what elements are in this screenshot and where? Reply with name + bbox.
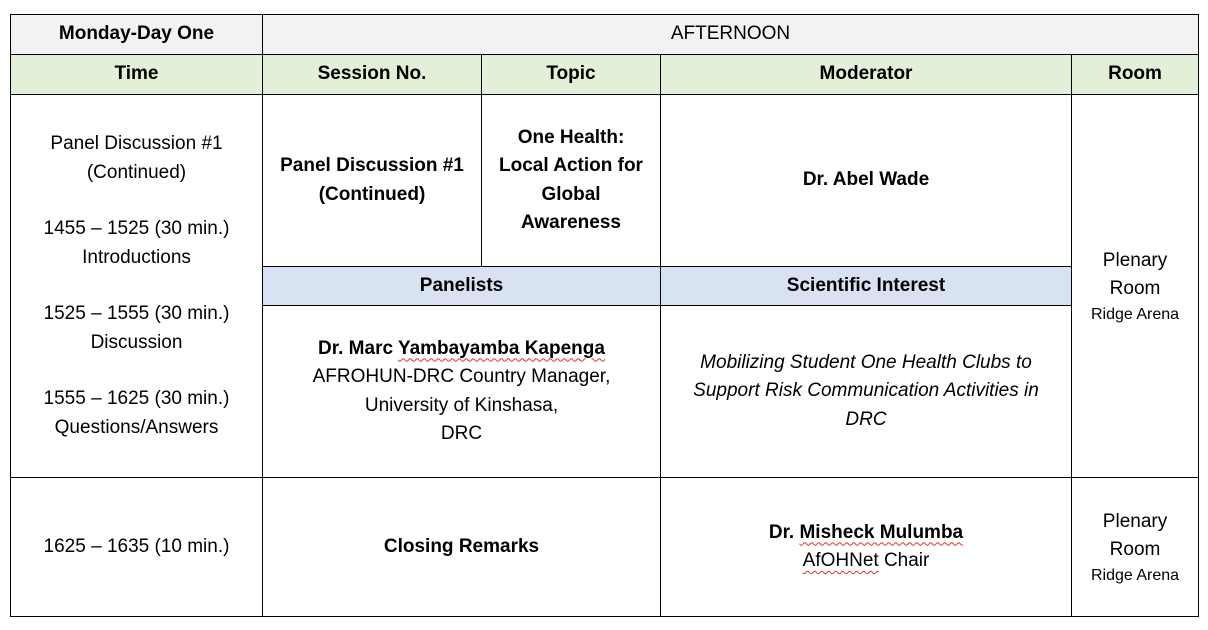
closing-moderator-org: AfOHNet	[802, 550, 879, 571]
period-heading: AFTERNOON	[263, 15, 1199, 55]
closing-moderator-title	[667, 547, 1065, 576]
panel-time-line: Panel Discussion #1	[50, 133, 223, 154]
closing-moderator-name	[667, 519, 1065, 548]
panel-time-line: Questions/Answers	[54, 416, 219, 438]
scientific-interest-cell	[661, 306, 1072, 478]
panelists-heading: Panelists	[263, 267, 661, 306]
closing-session-cell: Closing Remarks	[263, 478, 661, 617]
interest-line: DRC	[845, 408, 887, 430]
panel-room-venue: Ridge Arena	[1090, 305, 1180, 323]
column-header-time: Time	[11, 55, 263, 95]
panel-topic-line: Local Action for	[499, 155, 643, 176]
column-header-session: Session No.	[263, 55, 482, 95]
panel-topic-cell	[482, 95, 661, 267]
panel-session-line: (Continued)	[318, 183, 426, 205]
panel-session-cell	[263, 95, 482, 267]
day-heading: Monday-Day One	[11, 15, 263, 55]
closing-time-cell: 1625 – 1635 (10 min.)	[11, 478, 263, 617]
panel-room-line: Plenary	[1102, 249, 1168, 271]
panel-moderator-cell: Dr. Abel Wade	[661, 95, 1072, 267]
closing-room-venue: Ridge Arena	[1090, 566, 1180, 584]
panel-time-line: 1525 – 1555 (30 min.)	[43, 303, 230, 324]
column-header-topic: Topic	[482, 55, 661, 95]
panel-time-cell	[11, 95, 263, 478]
closing-row	[11, 478, 1199, 617]
panel-room-cell	[1072, 95, 1199, 478]
panel-time-line: Discussion	[90, 331, 183, 353]
panel-topic-line: Global	[541, 183, 601, 205]
panel-session-row	[11, 95, 1199, 267]
scientific-interest-heading: Scientific Interest	[661, 267, 1072, 306]
closing-moderator-cell	[661, 478, 1072, 617]
panel-room-line: Room	[1109, 278, 1161, 299]
closing-room-cell	[1072, 478, 1199, 617]
title-row	[11, 15, 1199, 55]
panelist-name-prefix: Dr. Marc	[318, 337, 398, 359]
panelist-org: University of Kinshasa,	[364, 394, 559, 416]
column-header-row	[11, 55, 1199, 95]
panel-time-line: 1455 – 1525 (30 min.)	[43, 218, 230, 239]
column-header-moderator: Moderator	[661, 55, 1072, 95]
panelist-name	[269, 335, 654, 364]
panelist-name-rest: Yambayamba Kapenga	[397, 337, 605, 359]
panel-session-line: Panel Discussion #1	[280, 155, 464, 176]
schedule-table	[10, 14, 1199, 617]
panel-topic-line: One Health:	[517, 126, 625, 148]
closing-room-line: Plenary	[1102, 510, 1168, 532]
panel-topic-line: Awareness	[521, 212, 621, 233]
closing-room-line: Room	[1109, 539, 1161, 560]
closing-moderator-prefix: Dr.	[768, 521, 800, 543]
column-header-room: Room	[1072, 55, 1199, 95]
panelist-title: AFROHUN-DRC Country Manager,	[312, 366, 611, 387]
interest-line: Mobilizing Student One Health Clubs to	[700, 351, 1032, 373]
closing-moderator-rest: Misheck Mulumba	[799, 521, 964, 543]
panelist-country: DRC	[440, 423, 483, 444]
panel-time-line: 1555 – 1625 (30 min.)	[43, 388, 230, 409]
panel-time-line: (Continued)	[86, 161, 187, 183]
closing-moderator-role: Chair	[878, 550, 930, 571]
panel-time-line: Introductions	[82, 246, 191, 268]
interest-line: Support Risk Communication Activities in	[693, 380, 1039, 402]
panelist-cell	[263, 306, 661, 478]
